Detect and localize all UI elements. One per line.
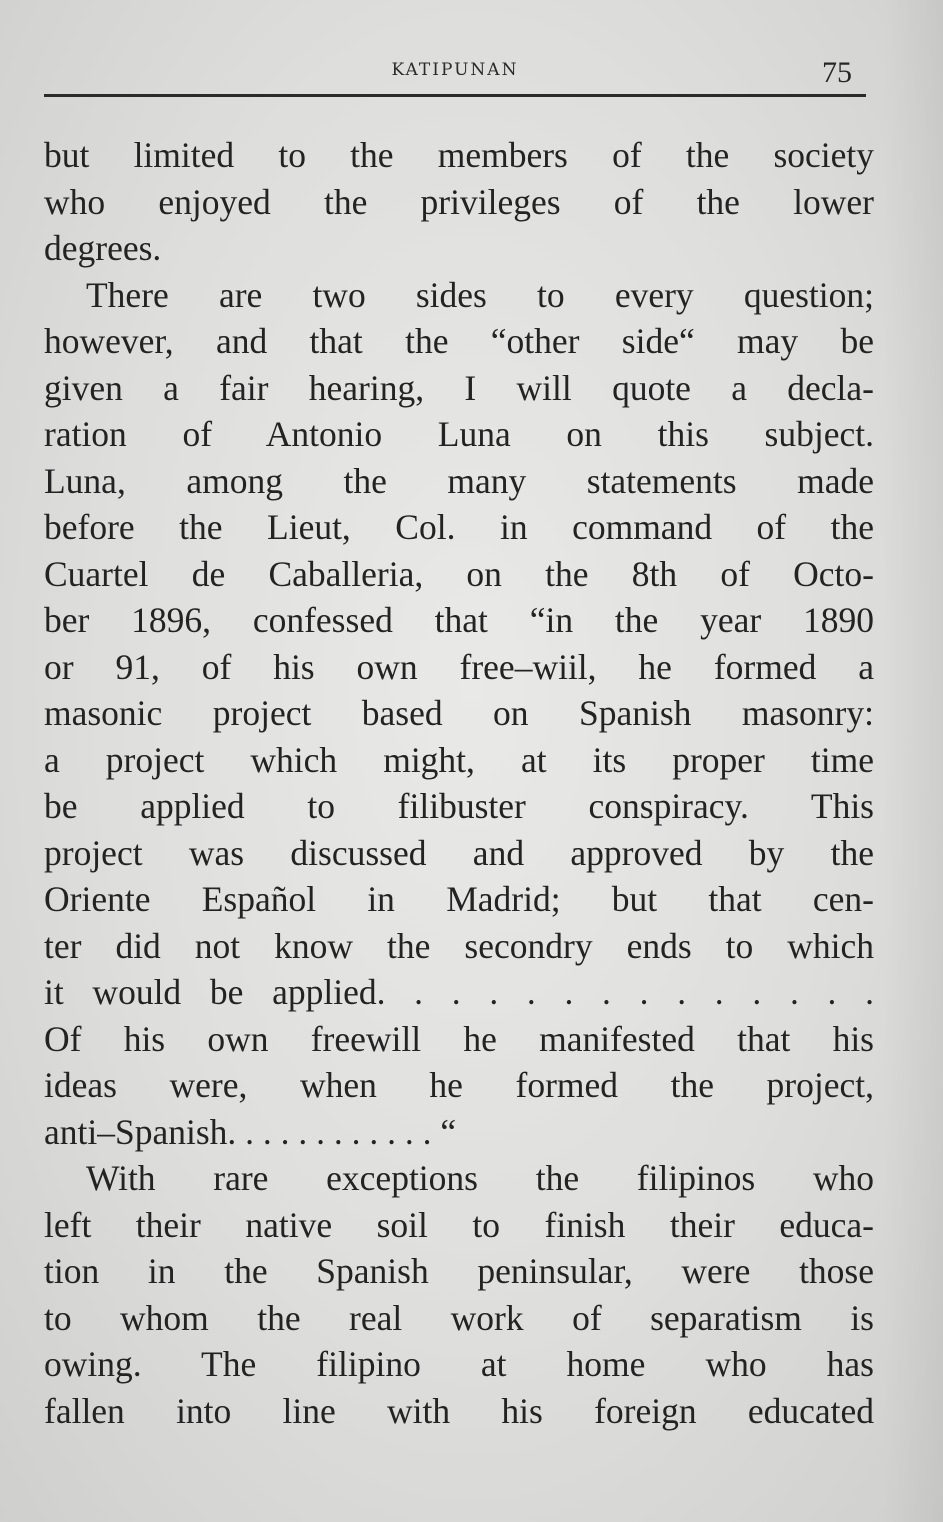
text-line: left their native soil to finish their educa-	[44, 1204, 874, 1245]
text-line: it would be applied. . . . . . . . . . . . . .	[44, 972, 874, 1012]
text-line: ration of Antonio Luna on this subject.	[44, 414, 874, 454]
text-line: Of his own freewill he manifested that his	[44, 1018, 874, 1059]
page-header	[44, 58, 866, 92]
text-line: but limited to the members of the society	[44, 135, 874, 175]
text-line: There are two sides to every question;	[86, 274, 874, 315]
text-line: tion in the Spanish peninsular, were those	[44, 1251, 874, 1291]
text-line: a project which might, at its proper time	[44, 739, 874, 780]
text-line: before the Lieut, Col. in command of the	[44, 507, 874, 547]
text-line: anti–Spanish. . . . . . . . . . . . “	[44, 1111, 457, 1152]
text-line: masonic project based on Spanish masonry:	[44, 693, 874, 733]
text-line: owing. The filipino at home who has	[44, 1344, 874, 1384]
text-line: ber 1896, confessed that “in the year 1890	[44, 600, 874, 640]
text-line: project was discussed and approved by the	[44, 832, 874, 873]
header-rule	[44, 94, 866, 97]
page-number: 75	[822, 56, 852, 89]
text-line: who enjoyed the privileges of the lower	[44, 181, 874, 222]
text-line: be applied to filibuster conspiracy. This	[44, 786, 874, 826]
text-line: ter did not know the secondry ends to which	[44, 925, 874, 966]
text-line: or 91, of his own free–wiil, he formed a	[44, 646, 874, 687]
text-line: ideas were, when he formed the project,	[44, 1065, 874, 1105]
text-line: Luna, among the many statements made	[44, 460, 874, 501]
text-line: fallen into line with his foreign educated	[44, 1390, 874, 1431]
text-line: given a fair hearing, I will quote a decla-	[44, 367, 874, 408]
body-text	[44, 132, 874, 1434]
text-line: degrees.	[44, 228, 162, 268]
text-line: Oriente Español in Madrid; but that cen-	[44, 879, 874, 919]
text-line: however, and that the “other side“ may be	[44, 321, 874, 361]
text-line: Cuartel de Caballeria, on the 8th of Octo-	[44, 553, 874, 594]
text-line: With rare exceptions the filipinos who	[86, 1158, 874, 1198]
page-edge-shadow	[883, 0, 943, 1522]
running-title: KATIPUNAN	[391, 60, 519, 80]
text-line: to whom the real work of separatism is	[44, 1297, 874, 1338]
